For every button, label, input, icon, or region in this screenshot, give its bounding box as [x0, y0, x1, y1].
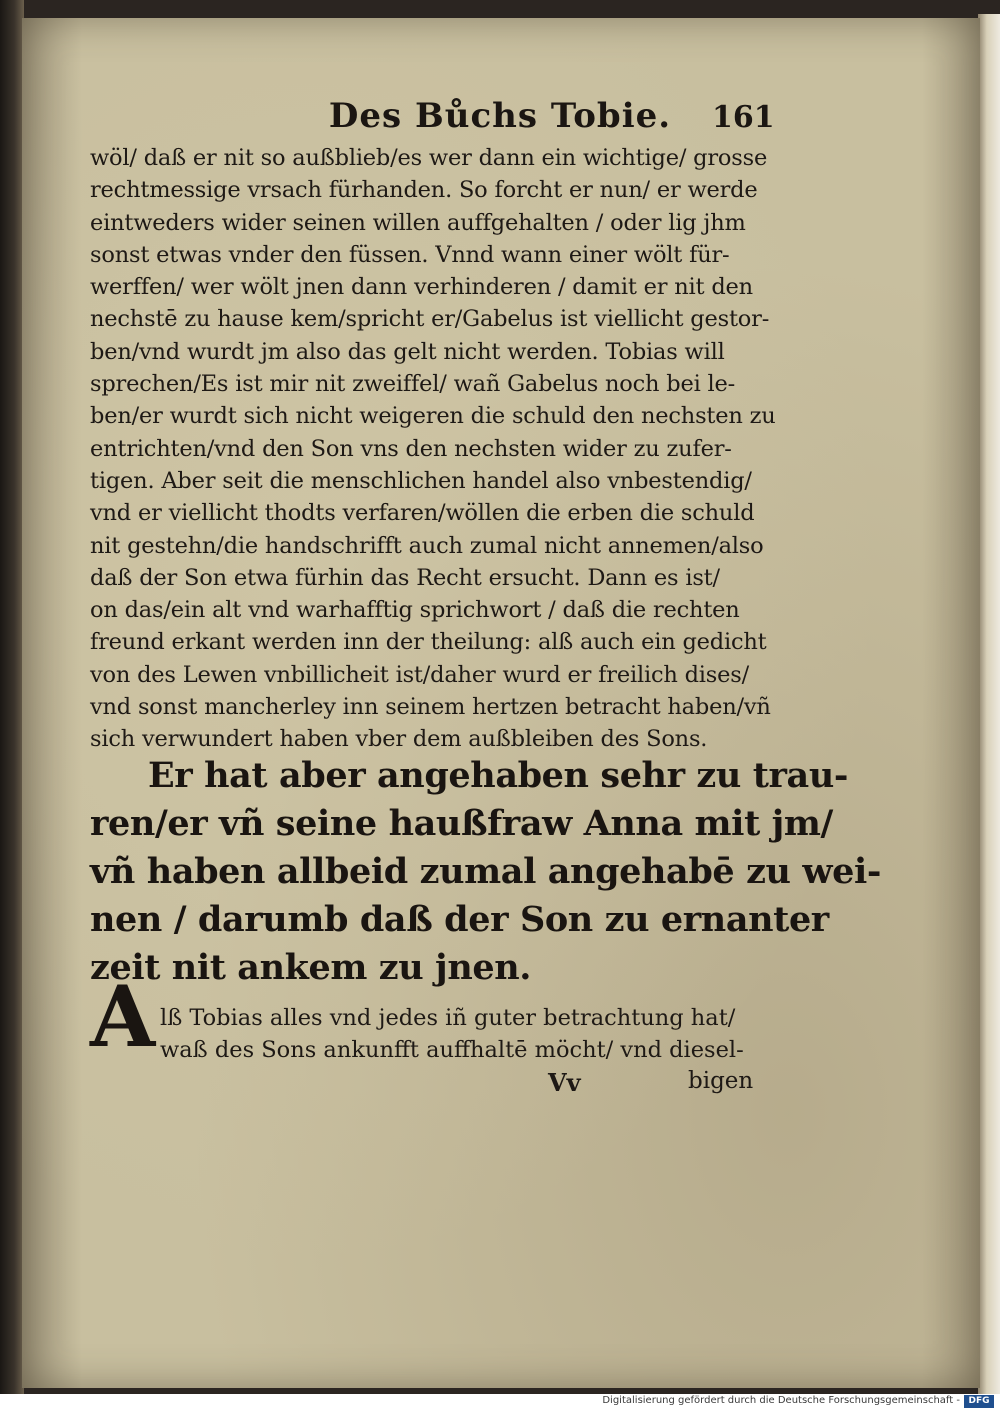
text-line: lß Tobias alles vnd jedes iñ guter betrachtung hat/ — [160, 1005, 736, 1031]
page-edge — [978, 14, 1000, 1394]
page-number: 161 — [712, 100, 775, 135]
text-line: nechstē zu hause kem/spricht er/Gabelus ist viellicht gestor- — [90, 306, 770, 333]
verse-text — [90, 752, 881, 992]
text-line: wöl/ daß er nit so außblieb/es wer dann ein wichtige/ grosse — [90, 145, 768, 171]
verse-line: nen / darumb daß der Son zu ernanter — [90, 899, 829, 940]
text-line: ben/er wurdt sich nicht weigeren die schuld den nechsten zu — [90, 403, 776, 430]
running-head: Des Bůchs Tobie. — [328, 96, 672, 136]
footer-credit: Digitalisierung gefördert durch die Deutsche Forschungsgemeinschaft - — [602, 1395, 960, 1406]
verse-line: ren/er vñ seine haußfraw Anna mit jm/ — [90, 803, 833, 844]
book-spine — [0, 0, 24, 1395]
text-line: von des Lewen vnbillicheit ist/daher wurd er freilich dises/ — [90, 661, 749, 688]
text-line: entrichten/vnd den Son vns den nechsten wider zu zufer- — [90, 435, 732, 462]
text-line: sprechen/Es ist mir nit zweiffel/ wañ Gabelus noch bei le- — [90, 371, 736, 398]
signature-mark: Vv — [548, 1068, 581, 1097]
text-line: ben/vnd wurdt jm also das gelt nicht werden. Tobias will — [90, 338, 725, 365]
text-line: eintweders wider seinen willen auffgehalten / oder lig jhm — [90, 209, 746, 236]
text-line: sich verwundert haben vber dem außbleiben des Sons. — [90, 726, 708, 753]
text-line: vnd er viellicht thodts verfaren/wöllen die erben die schuld — [90, 500, 755, 527]
text-line: waß des Sons ankunfft auffhaltē möcht/ vnd diesel- — [160, 1037, 744, 1063]
text-line: werffen/ wer wölt jnen dann verhinderen / damit er nit den — [90, 274, 753, 301]
text-line: tigen. Aber seit die menschlichen handel also vnbestendig/ — [90, 467, 752, 494]
text-line: rechtmessige vrsach fürhanden. So forcht er nun/ er werde — [90, 177, 758, 204]
text-line: nit gestehn/die handschrifft auch zumal nicht annemen/also — [90, 532, 764, 559]
text-line: on das/ein alt vnd warhafftig sprichwort / daß die rechten — [90, 597, 740, 624]
decorated-initial: A — [90, 967, 156, 1066]
catchword: bigen — [688, 1068, 754, 1094]
verse-line: vñ haben allbeid zumal angehabē zu wei- — [90, 851, 881, 892]
text-line: daß der Son etwa fürhin das Recht ersucht. Dann es ist/ — [90, 564, 720, 591]
verse-line: Er hat aber angehaben sehr zu trau- — [148, 755, 848, 796]
text-line: freund erkant werden inn der theilung: alß auch ein gedicht — [90, 629, 767, 656]
commentary-text — [160, 1002, 760, 1066]
dfg-logo: DFG — [964, 1395, 994, 1408]
text-line: sonst etwas vnder den füssen. Vnnd wann einer wölt für- — [90, 241, 730, 268]
verse-line: zeit nit ankem zu jnen. — [90, 947, 532, 988]
text-line: vnd sonst mancherley inn seinem hertzen betracht haben/vñ — [90, 694, 771, 721]
body-text — [90, 142, 776, 756]
